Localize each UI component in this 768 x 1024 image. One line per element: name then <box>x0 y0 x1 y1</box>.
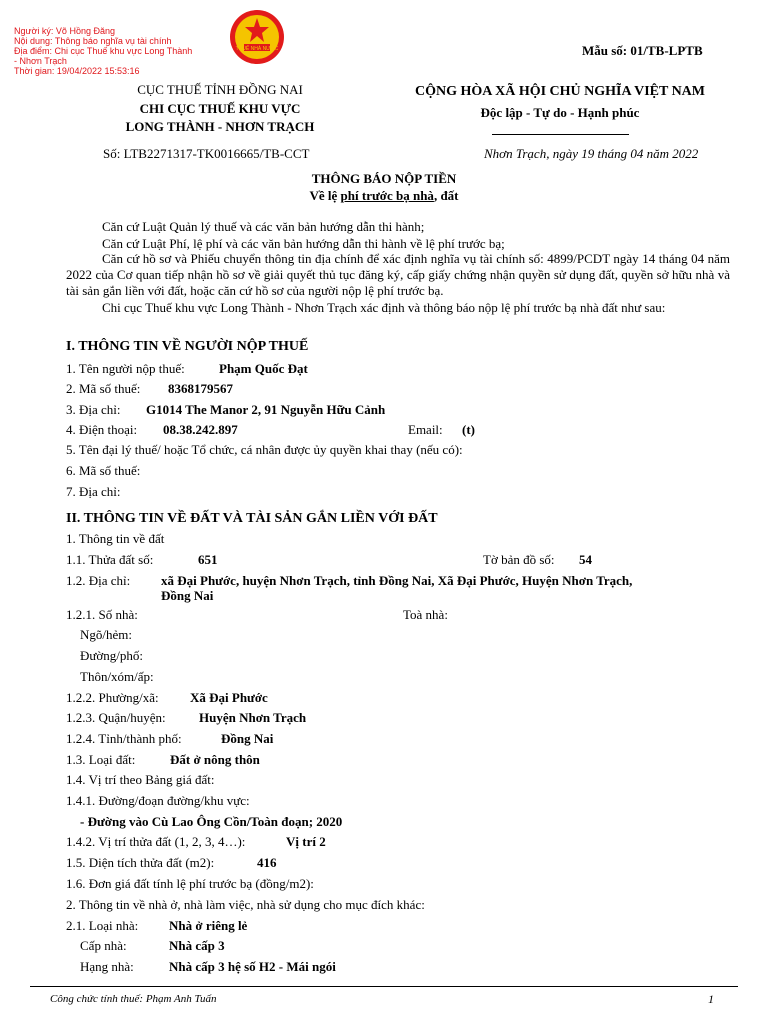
land-address-label: 1.2. Địa chỉ: <box>66 573 131 588</box>
house-class: Nhà cấp 3 hệ số H2 - Mái ngói <box>169 959 336 974</box>
preamble-2: Căn cứ Luật Phí, lệ phí và các văn bản hướng dẫn thi hành về lệ phí trước bạ; <box>102 236 505 251</box>
email-label: Email: <box>408 422 443 437</box>
document-number: Số: LTB2271317-TK0016665/TB-CCT <box>103 146 310 161</box>
land-info-label: 1. Thông tin về đất <box>66 531 165 546</box>
parcel-number: 651 <box>198 552 218 567</box>
agent-tax-code-label: 6. Mã số thuế: <box>66 463 141 478</box>
preamble-4: Chi cục Thuế khu vực Long Thành - Nhơn Trạch xác định và thông báo nộp lệ phí trước bạ nhà đất như sau: <box>102 300 666 315</box>
form-code: Mẫu số: 01/TB-LPTB <box>582 43 703 58</box>
agency-line2: CHI CỤC THUẾ KHU VỰC <box>139 101 301 116</box>
section2-heading: II. THÔNG TIN VỀ ĐẤT VÀ TÀI SẢN GẮN LIỀN VỚI ĐẤT <box>66 511 438 526</box>
street-label: Đường/phố: <box>80 648 144 663</box>
hamlet-label: Thôn/xóm/ấp: <box>80 669 154 684</box>
nation-motto: Độc lập - Tự do - Hạnh phúc <box>480 105 640 120</box>
footer-divider <box>30 986 738 987</box>
tax-code: 8368179567 <box>168 381 233 396</box>
preamble-1: Căn cứ Luật Quản lý thuế và các văn bản hướng dẫn thi hành; <box>102 219 425 234</box>
unit-price-label: 1.6. Đơn giá đất tính lệ phí trước bạ (đồng/m2): <box>66 876 314 891</box>
signature-location-cont: - Nhơn Trạch <box>14 56 67 66</box>
signature-content: Nội dung: Thông báo nghĩa vụ tài chính <box>14 36 172 46</box>
notice-subtitle: Về lệ phí trước bạ nhà, đất <box>309 188 459 203</box>
price-position-label: 1.4. Vị trí theo Bảng giá đất: <box>66 772 215 787</box>
signature-location: Địa điểm: Chi cục Thuế khu vực Long Thành <box>14 46 193 56</box>
phone: 08.38.242.897 <box>163 422 238 437</box>
house-grade-label: Cấp nhà: <box>80 938 127 953</box>
agent-name-label: 5. Tên đại lý thuế/ hoặc Tổ chức, cá nhân được ủy quyền khai thay (nếu có): <box>66 442 463 457</box>
province: Đồng Nai <box>221 731 274 746</box>
tax-code-label: 2. Mã số thuế: <box>66 381 141 396</box>
house-number-label: 1.2.1. Số nhà: <box>66 607 138 622</box>
land-address-cont: Đồng Nai <box>161 588 214 603</box>
address: G1014 The Manor 2, 91 Nguyễn Hữu Cảnh <box>146 402 386 417</box>
notice-title: THÔNG BÁO NỘP TIỀN <box>311 171 457 186</box>
house-info-label: 2. Thông tin về nhà ở, nhà làm việc, nhà sử dụng cho mục đích khác: <box>66 897 425 912</box>
lot-position: Vị trí 2 <box>286 834 326 849</box>
document-date: Nhơn Trạch, ngày 19 tháng 04 năm 2022 <box>484 146 699 161</box>
house-class-label: Hạng nhà: <box>80 959 134 974</box>
province-label: 1.2.4. Tỉnh/thành phố: <box>66 731 182 746</box>
land-type-label: 1.3. Loại đất: <box>66 752 136 767</box>
agent-address-label: 7. Địa chỉ: <box>66 484 121 499</box>
agency-line3: LONG THÀNH - NHƠN TRẠCH <box>125 119 315 134</box>
lot-position-label: 1.4.2. Vị trí thửa đất (1, 2, 3, 4…): <box>66 834 246 849</box>
road-segment-label: 1.4.1. Đường/đoạn đường/khu vực: <box>66 793 250 808</box>
district-label: 1.2.3. Quận/huyện: <box>66 710 166 725</box>
nation-title: CỘNG HÒA XÃ HỘI CHỦ NGHĨA VIỆT NAM <box>414 84 705 99</box>
motto-underline <box>492 134 629 135</box>
address-label: 3. Địa chỉ: <box>66 402 121 417</box>
building-label: Toà nhà: <box>403 607 448 622</box>
signature-time: Thời gian: 19/04/2022 15:53:16 <box>14 66 140 76</box>
email: (t) <box>462 422 475 437</box>
house-type: Nhà ở riêng lẻ <box>169 918 248 933</box>
tax-officer: Công chức tính thuế: Phạm Anh Tuấn <box>50 993 217 1005</box>
parcel-label: 1.1. Thửa đất số: <box>66 552 154 567</box>
taxpayer-name-label: 1. Tên người nộp thuế: <box>66 361 185 376</box>
phone-label: 4. Điện thoại: <box>66 422 138 437</box>
road-segment: - Đường vào Cù Lao Ông Cồn/Toàn đoạn; 2020 <box>80 814 343 829</box>
land-address: xã Đại Phước, huyện Nhơn Trạch, tỉnh Đồng Nai, Xã Đại Phước, Huyện Nhơn Trạch, <box>161 573 633 588</box>
taxpayer-name: Phạm Quốc Đạt <box>219 361 308 376</box>
seal-text: THUẾ NHÀ NƯỚC <box>235 46 279 52</box>
alley-label: Ngõ/hẻm: <box>80 627 132 642</box>
lot-area: 416 <box>257 855 277 870</box>
section1-heading: I. THÔNG TIN VỀ NGƯỜI NỘP THUẾ <box>66 339 309 354</box>
map-sheet-label: Tờ bản đồ số: <box>483 552 555 567</box>
ward: Xã Đại Phước <box>190 690 268 705</box>
map-sheet-number: 54 <box>579 552 592 567</box>
agency-line1: CỤC THUẾ TỈNH ĐỒNG NAI <box>137 82 303 97</box>
land-type: Đất ở nông thôn <box>170 752 260 767</box>
digital-signature-info <box>14 26 192 76</box>
ward-label: 1.2.2. Phường/xã: <box>66 690 159 705</box>
district: Huyện Nhơn Trạch <box>199 710 307 725</box>
house-type-label: 2.1. Loại nhà: <box>66 918 139 933</box>
house-grade: Nhà cấp 3 <box>169 938 225 953</box>
signature-signer: Người ký: Võ Hồng Đăng <box>14 26 115 36</box>
preamble-3: Căn cứ hồ sơ và Phiếu chuyển thông tin địa chính để xác định nghĩa vụ tài chính số: 4899/PCDT ngày 14 tháng 04 năm 2022 của Cơ quan tiếp nhận hồ sơ về giải quyết thủ tục đăng ký, cấp giấy chứng nhận quyền sử dụng đất, quyền sở hữu nhà và tài sản gắn liền với đất, hoặc căn cứ hồ sơ của người nộp lệ phí trước bạ. <box>66 251 730 298</box>
lot-area-label: 1.5. Diện tích thửa đất (m2): <box>66 855 215 870</box>
page-number: 1 <box>708 992 714 1006</box>
tax-seal-icon <box>228 6 286 68</box>
